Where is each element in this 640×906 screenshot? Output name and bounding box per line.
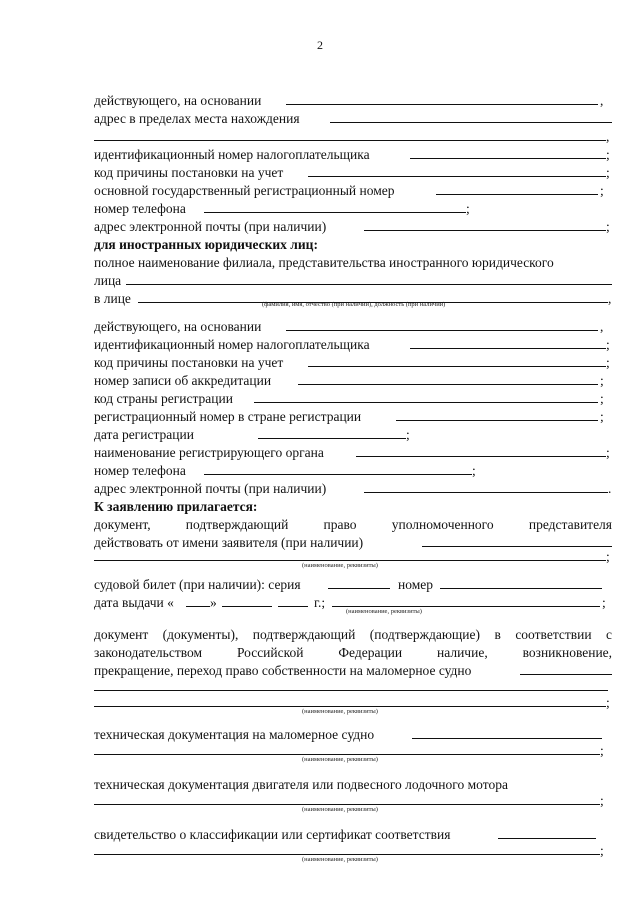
email-field[interactable] <box>364 230 606 231</box>
country-code-label: код страны регистрации <box>94 391 233 406</box>
in-person-hint: (фамилия, имя, отчество (при наличии), должность (при наличии) <box>262 301 446 308</box>
doc-rep-line-1: документ, подтверждающий право уполномоченного представителя <box>94 517 613 532</box>
attachments-heading: К заявлению прилагается: <box>94 499 258 514</box>
reg-number-row: регистрационный номер в стране регистрации ; <box>94 409 604 424</box>
address-field[interactable] <box>330 122 612 123</box>
kpp-label: код причины постановки на учет <box>94 165 284 180</box>
ownership-field-3[interactable] <box>94 706 606 707</box>
address-field-2[interactable] <box>94 140 606 141</box>
doc-rep-field-2[interactable] <box>94 560 606 561</box>
foreign-inn-row: идентификационный номер налогоплательщика ; <box>94 337 610 352</box>
in-person-row: в лице , <box>94 291 612 306</box>
tech-doc-field[interactable] <box>412 738 602 739</box>
reg-authority-field[interactable] <box>356 456 606 457</box>
reg-number-label: регистрационный номер в стране регистрации <box>94 409 362 424</box>
foreign-fullname-row <box>94 254 612 272</box>
address-row <box>94 110 612 128</box>
issue-date-row: дата выдачи « » г.; ; <box>94 595 606 610</box>
ogrn-row: основной государственный регистрационный номер ; <box>94 183 604 198</box>
doc-rep-field[interactable] <box>422 546 612 547</box>
ownership-line-1: документ (документы), подтверждающий (подтверждающие) в соответствии с <box>94 627 613 642</box>
certificate-row-2: ; <box>94 842 612 860</box>
acting-basis-label: действующего, на основании <box>94 93 262 108</box>
acting-basis-row: действующего, на основании , <box>94 93 604 108</box>
foreign-email-label: адрес электронной почты (при наличии) <box>94 481 327 496</box>
foreign-email-field[interactable] <box>364 492 608 493</box>
certificate-hint: (наименование, реквизиты) <box>302 856 378 863</box>
ownership-row-5: ; <box>94 694 612 712</box>
foreign-acting-row: действующего, на основании , <box>94 319 604 334</box>
inn-field[interactable] <box>410 158 606 159</box>
accreditation-label: номер записи об аккредитации <box>94 373 272 388</box>
ownership-hint: (наименование, реквизиты) <box>302 708 378 715</box>
foreign-inn-field[interactable] <box>410 348 606 349</box>
in-person-label: в лице <box>94 291 131 306</box>
address-row-2: , <box>94 128 612 146</box>
ownership-field-2[interactable] <box>94 690 608 691</box>
ownership-row-3 <box>94 662 612 680</box>
foreign-acting-field[interactable] <box>286 330 598 331</box>
engine-doc-row-2: ; <box>94 792 612 810</box>
doc-rep-label-2: действовать от имени заявителя (при наличии) <box>94 535 364 550</box>
foreign-acting-label: действующего, на основании <box>94 319 262 334</box>
reg-date-label: дата регистрации <box>94 427 194 442</box>
acting-basis-field[interactable] <box>286 104 598 105</box>
foreign-kpp-row: код причины постановки на учет ; <box>94 355 610 370</box>
country-code-field[interactable] <box>254 402 598 403</box>
reg-date-row: дата регистрации ; <box>94 427 410 442</box>
engine-doc-label: техническая документация двигателя или подвесного лодочного мотора <box>94 777 508 792</box>
ticket-number-field[interactable] <box>440 588 602 589</box>
tech-doc-field-2[interactable] <box>94 754 600 755</box>
foreign-fullname-field[interactable] <box>126 284 612 285</box>
country-code-row: код страны регистрации ; <box>94 391 604 406</box>
issue-day-field[interactable] <box>186 606 210 607</box>
phone-field[interactable] <box>204 212 466 213</box>
tech-doc-row-2: ; <box>94 742 612 760</box>
reg-authority-row: наименование регистрирующего органа ; <box>94 445 610 460</box>
foreign-kpp-field[interactable] <box>308 366 606 367</box>
certificate-field[interactable] <box>498 838 596 839</box>
ticket-number-label: номер <box>398 577 434 592</box>
email-row: адрес электронной почты (при наличии) ; <box>94 219 610 234</box>
ownership-label-3: прекращение, переход право собственности на маломерное судно <box>94 663 472 678</box>
tech-doc-label: техническая документация на маломерное судно <box>94 727 375 742</box>
tech-doc-hint: (наименование, реквизиты) <box>302 756 378 763</box>
engine-doc-hint: (наименование, реквизиты) <box>302 806 378 813</box>
accreditation-row: номер записи об аккредитации ; <box>94 373 604 388</box>
issue-year-field[interactable] <box>278 606 308 607</box>
ticket-details-field[interactable] <box>332 606 600 607</box>
engine-doc-field[interactable] <box>94 804 600 805</box>
inn-label: идентификационный номер налогоплательщика <box>94 147 370 162</box>
ticket-row <box>94 576 612 594</box>
foreign-heading: для иностранных юридических лиц: <box>94 237 318 252</box>
ticket-series-field[interactable] <box>328 588 390 589</box>
certificate-label: свидетельство о классификации или сертификат соответствия <box>94 827 451 842</box>
kpp-row: код причины постановки на учет ; <box>94 165 610 180</box>
address-label: адрес в пределах места нахождения <box>94 111 300 126</box>
email-label: адрес электронной почты (при наличии) <box>94 219 327 234</box>
reg-number-field[interactable] <box>396 420 598 421</box>
foreign-phone-row: номер телефона ; <box>94 463 476 478</box>
issue-month-field[interactable] <box>222 606 272 607</box>
phone-row: номер телефона ; <box>94 201 470 216</box>
foreign-kpp-label: код причины постановки на учет <box>94 355 284 370</box>
inn-row: идентификационный номер налогоплательщика ; <box>94 147 610 162</box>
ogrn-field[interactable] <box>436 194 598 195</box>
foreign-phone-field[interactable] <box>204 474 472 475</box>
kpp-field[interactable] <box>308 176 606 177</box>
reg-date-field[interactable] <box>258 438 406 439</box>
foreign-fullname-label-2: лица <box>94 273 122 288</box>
doc-rep-hint: (наименование, реквизиты) <box>302 562 378 569</box>
foreign-phone-label: номер телефона <box>94 463 186 478</box>
issue-date-prefix: дата выдачи « <box>94 595 174 610</box>
reg-authority-label: наименование регистрирующего органа <box>94 445 324 460</box>
ticket-hint: (наименование, реквизиты) <box>346 608 422 615</box>
ownership-field[interactable] <box>520 674 612 675</box>
foreign-inn-label: идентификационный номер налогоплательщика <box>94 337 370 352</box>
ticket-series-label: судовой билет (при наличии): серия <box>94 577 301 592</box>
certificate-field-2[interactable] <box>94 854 600 855</box>
foreign-fullname-row-2 <box>94 272 612 290</box>
doc-rep-row-3: ; <box>94 548 612 566</box>
page-number: 2 <box>317 38 323 52</box>
phone-label: номер телефона <box>94 201 186 216</box>
foreign-fullname-label: полное наименование филиала, представительства иностранного юридического <box>94 255 554 270</box>
ogrn-label: основной государственный регистрационный номер <box>94 183 395 198</box>
accreditation-field[interactable] <box>298 384 598 385</box>
foreign-email-row: адрес электронной почты (при наличии) . <box>94 481 612 496</box>
ownership-line-2: законодательством Российской Федерации наличие, возникновение, <box>94 645 613 660</box>
